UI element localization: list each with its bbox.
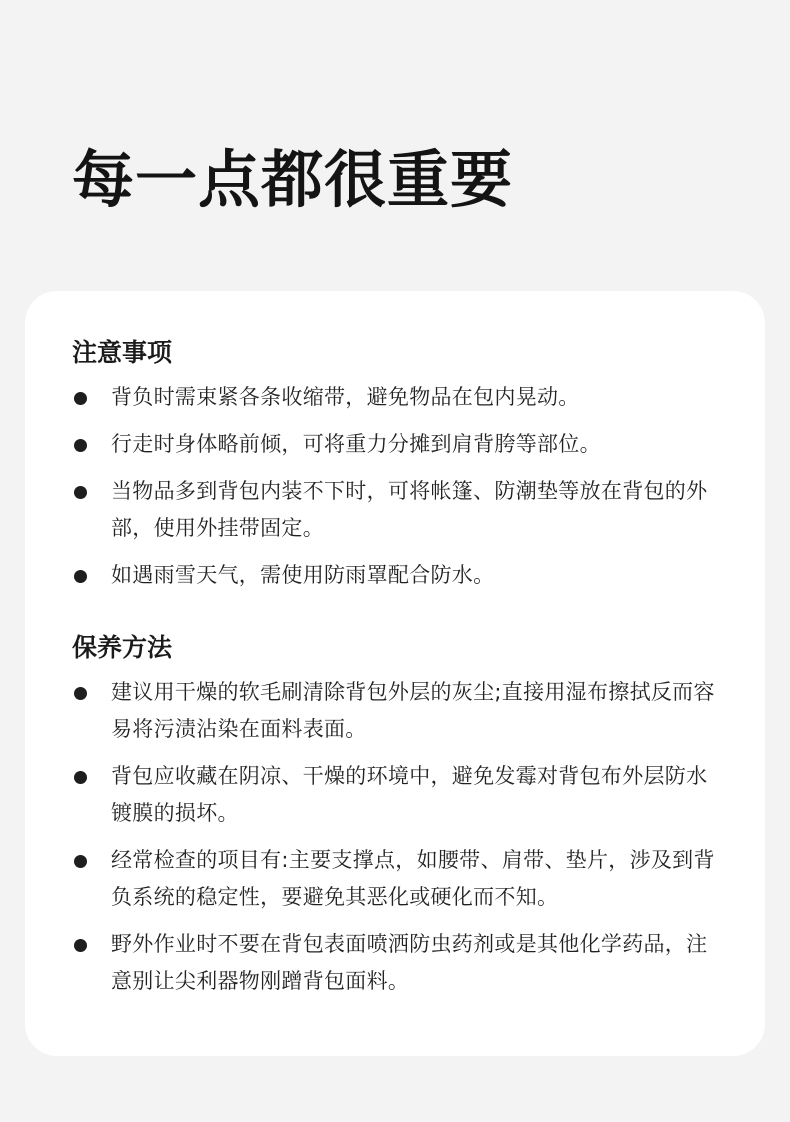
list-item-text: 如遇雨雪天气，需使用防雨罩配合防水。 [111, 563, 495, 587]
page-title: 每一点都很重要 [72, 143, 514, 216]
bullet-dot-icon [74, 939, 87, 952]
list-item [72, 426, 717, 463]
list-item-text: 行走时身体略前倾，可将重力分摊到肩背胯等部位。 [111, 432, 601, 456]
section-heading: 注意事项 [72, 338, 173, 367]
list-item-text: 建议用干燥的软毛刷清除背包外层的灰尘;直接用湿布擦拭反而容易将污渍沾染在面料表面。 [111, 680, 715, 741]
section-heading: 保养方法 [72, 633, 173, 662]
list-item-text: 背包应收藏在阴凉、干燥的环境中，避免发霉对背包布外层防水镀膜的损坏。 [111, 764, 708, 825]
list-item [72, 473, 717, 547]
bullet-dot-icon [74, 570, 87, 583]
list-item [72, 926, 717, 1000]
section-maintenance [72, 630, 717, 1000]
list-item-text: 背负时需束紧各条收缩带，避免物品在包内晃动。 [111, 385, 580, 409]
bullet-list [72, 379, 717, 594]
list-item [72, 758, 717, 832]
bullet-dot-icon [74, 439, 87, 452]
bullet-dot-icon [74, 392, 87, 405]
list-item [72, 842, 717, 916]
section-precautions [72, 335, 717, 594]
bullet-list [72, 674, 717, 1000]
list-item-text: 野外作业时不要在背包表面喷洒防虫药剂或是其他化学药品，注意别让尖利器物刚蹭背包面料。 [111, 932, 708, 993]
list-item-text: 当物品多到背包内装不下时，可将帐篷、防潮垫等放在背包的外部，使用外挂带固定。 [111, 479, 708, 540]
list-item-text: 经常检查的项目有:主要支撑点，如腰带、肩带、垫片，涉及到背负系统的稳定性，要避免其恶化或硬化而不知。 [111, 848, 715, 909]
list-item [72, 557, 717, 594]
bullet-dot-icon [74, 855, 87, 868]
bullet-dot-icon [74, 687, 87, 700]
bullet-dot-icon [74, 771, 87, 784]
list-item [72, 674, 717, 748]
bullet-dot-icon [74, 486, 87, 499]
list-item [72, 379, 717, 416]
content-card [25, 291, 765, 1056]
